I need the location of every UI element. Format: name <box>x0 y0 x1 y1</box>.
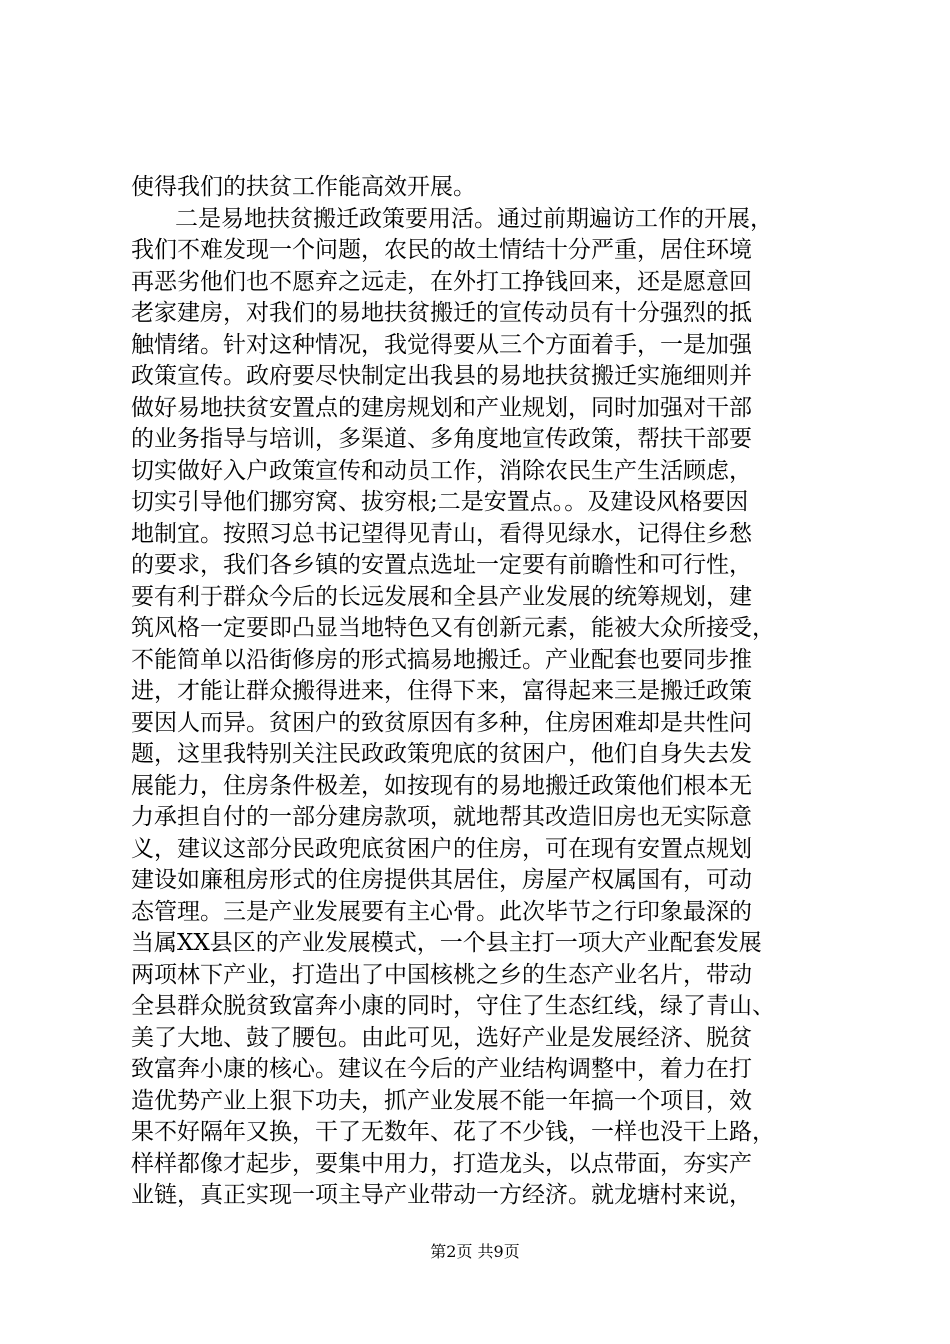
text-line: 政策宣传。政府要尽快制定出我县的易地扶贫搬迁实施细则并 <box>131 363 752 389</box>
text-line: 切实引导他们挪穷窝、拔穷根;二是安置点。。及建设风格要因 <box>131 489 749 515</box>
text-line: 两项林下产业，打造出了中国核桃之乡的生态产业名片，带动 <box>131 961 752 988</box>
text-line: 二是易地扶贫搬迁政策要用活。通过前期遍访工作的开展， <box>175 205 773 232</box>
body-text <box>131 172 826 1212</box>
text-line: 筑风格一定要即凸显当地特色又有创新元素，能被大众所接受， <box>131 615 775 641</box>
text-line: 切实做好入户政策宣传和动员工作，消除农民生产生活顾虑， <box>131 457 752 484</box>
text-line: 要有利于群众今后的长远发展和全县产业发展的统筹规划，建 <box>131 583 752 610</box>
text-line: 做好易地扶贫安置点的建房规划和产业规划，同时加强对干部 <box>131 394 752 421</box>
text-line: 美了大地、鼓了腰包。由此可见，选好产业是发展经济、脱贫 <box>131 1024 752 1051</box>
page-footer <box>0 1242 950 1262</box>
text-line: 果不好隔年又换，干了无数年、花了不少钱，一样也没干上路， <box>131 1119 775 1145</box>
text-line: 地制宜。按照习总书记望得见青山，看得见绿水，记得住乡愁 <box>131 520 752 547</box>
text-line: 进，才能让群众搬得进来，住得下来，富得起来三是搬迁政策 <box>131 678 752 704</box>
text-line: 义，建议这部分民政兜底贫困户的住房，可在现有安置点规划 <box>131 835 752 862</box>
text-line: 全县群众脱贫致富奔小康的同时，守住了生态红线，绿了青山、 <box>131 993 775 1019</box>
text-line: 要因人而异。贫困户的致贫原因有多种，住房困难却是共性问 <box>131 709 752 736</box>
text-line: 展能力，住房条件极差，如按现有的易地搬迁政策他们根本无 <box>131 772 752 799</box>
text-line: 态管理。三是产业发展要有主心骨。此次毕节之行印象最深的 <box>131 898 752 925</box>
text-line: 建设如廉租房形式的住房提供其居住，房屋产权属国有，可动 <box>131 867 752 893</box>
text-line: 样样都像才起步，要集中用力，打造龙头，以点带面，夯实产 <box>131 1150 752 1177</box>
text-line: 的业务指导与培训，多渠道、多角度地宣传政策，帮扶干部要 <box>131 426 752 452</box>
text-line: 使得我们的扶贫工作能高效开展。 <box>131 174 476 200</box>
text-line: 业链，真正实现一项主导产业带动一方经济。就龙塘村来说， <box>131 1182 752 1208</box>
text-line: 不能简单以沿街修房的形式搞易地搬迁。产业配套也要同步推 <box>131 646 752 673</box>
text-line: 再恶劣他们也不愿弃之远走，在外打工挣钱回来，还是愿意回 <box>131 268 752 295</box>
text-line: 我们不难发现一个问题，农民的故土情结十分严重，居住环境 <box>131 237 752 263</box>
text-line: 老家建房，对我们的易地扶贫搬迁的宣传动员有十分强烈的抵 <box>131 300 752 326</box>
text-line: 题，这里我特别关注民政政策兜底的贫困户，他们自身失去发 <box>131 741 752 767</box>
text-line: 致富奔小康的核心。建议在今后的产业结构调整中，着力在打 <box>131 1056 752 1082</box>
text-line: 力承担自付的一部分建房款项，就地帮其改造旧房也无实际意 <box>131 804 752 830</box>
text-line: 当属XX县区的产业发展模式，一个县主打一项大产业配套发展 <box>131 930 762 956</box>
text-line: 触情绪。针对这种情况，我觉得要从三个方面着手，一是加强 <box>131 331 752 358</box>
page-number: 第2页 共9页 <box>430 1242 520 1261</box>
text-line: 的要求，我们各乡镇的安置点选址一定要有前瞻性和可行性， <box>131 552 752 578</box>
text-line: 造优势产业上狠下功夫，抓产业发展不能一年搞一个项目，效 <box>131 1087 752 1114</box>
